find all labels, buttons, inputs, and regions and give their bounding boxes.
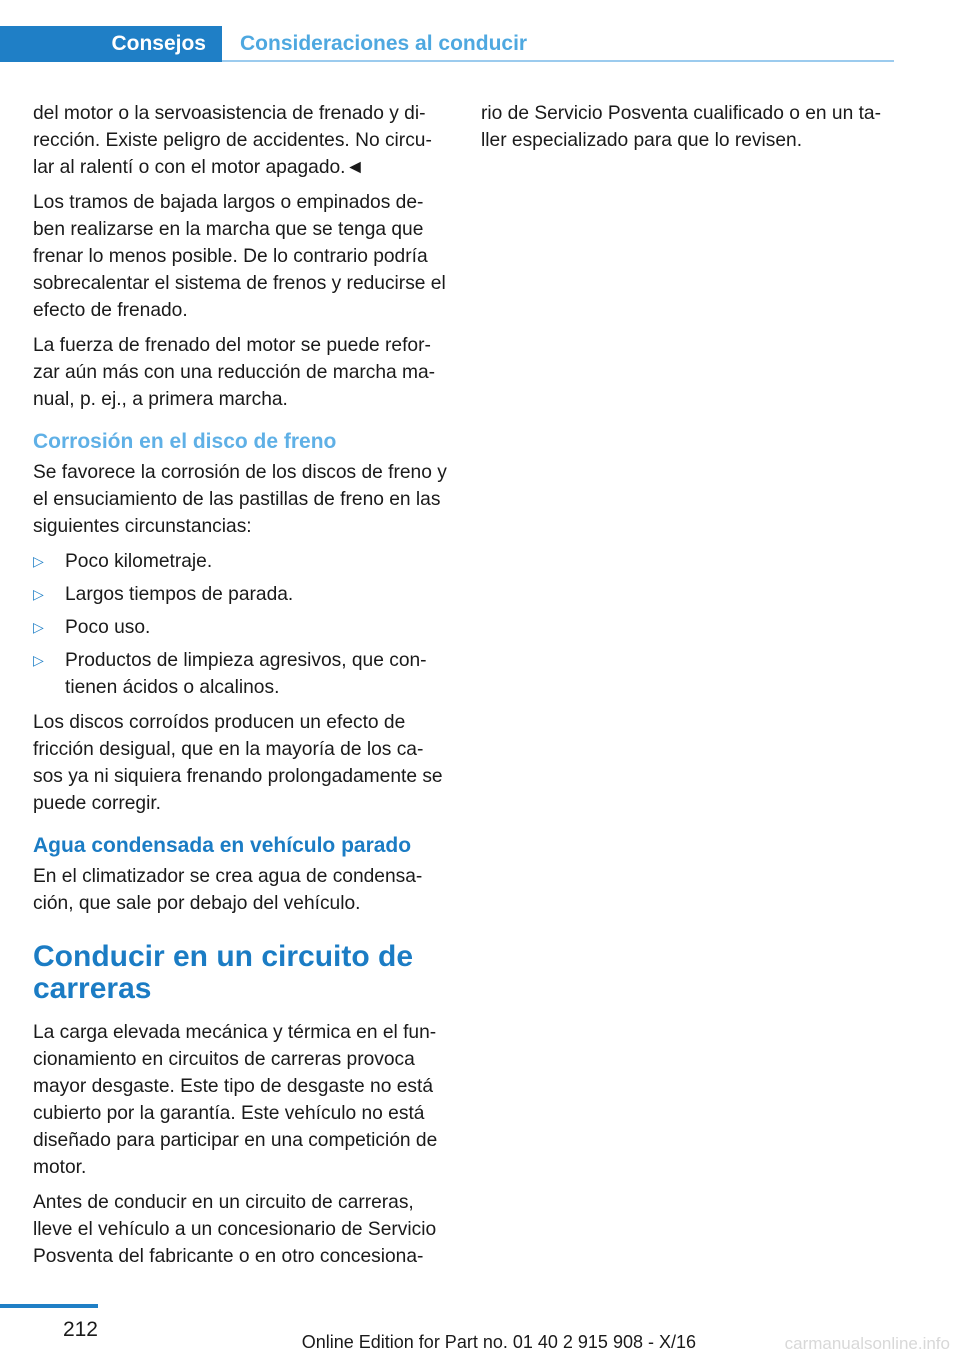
paragraph: La carga elevada mecánica y térmica en el fun‐cionamiento en circuitos de carreras provoca mayor desgaste. Este tipo de desgaste no está cubierto por la garantía. Este vehículo no está diseñado para participar en una competición de motor. (33, 1022, 438, 1178)
heading-condensed-water: Agua condensada en vehículo parado (33, 834, 412, 857)
paragraph: En el climatizador se crea agua de condensa‐ción, que sale por debajo del vehículo. (33, 866, 423, 914)
list-item-text: Poco uso. (65, 617, 151, 638)
triangle-bullet-icon: ▷ (33, 652, 44, 668)
heading-corrosion: Corrosión en el disco de freno (33, 430, 337, 453)
chapter-title: Consideraciones al conducir (240, 32, 528, 55)
page-number: 212 (62, 1318, 98, 1341)
triangle-bullet-icon: ▷ (33, 553, 44, 569)
heading-race-track: Conducir en un circuito de carreras (33, 940, 414, 1005)
paragraph: Antes de conducir en un circuito de carreras, lleve el vehículo a un concesionario de Servicio Posventa del fabricante o en otro concesiona‐ (33, 1192, 437, 1267)
list-item-text: Poco kilometraje. (65, 551, 213, 572)
watermark: carmanualsonline.info (784, 1334, 950, 1353)
bullet-list (33, 548, 447, 701)
list-item (33, 581, 447, 608)
list-item-text: Productos de limpieza agresivos, que con‐tienen ácidos o alcalinos. (65, 650, 427, 698)
paragraph: Los tramos de bajada largos o empinados de‐ben realizarse en la marcha que se tenga que frenar lo menos posible. De lo contrario podría sobrecalentar el sistema de frenos y reducirse el efecto de frenado. (33, 192, 446, 321)
list-item (33, 548, 447, 575)
paragraph: Se favorece la corrosión de los discos de freno y el ensuciamiento de las pastillas de freno en las siguientes circunstancias: (33, 462, 447, 537)
right-column (481, 100, 895, 162)
paragraph: Los discos corroídos producen un efecto de fricción desigual, que en la mayoría de los ca‐sos ya ni siquiera frenando prolongadamente se puede corregir. (33, 712, 443, 814)
list-item (33, 614, 447, 641)
paragraph: rio de Servicio Posventa cualificado o en un ta‐ller especializado para que lo revisen. (481, 103, 881, 151)
header-divider (222, 60, 894, 62)
footer-accent-bar (0, 1304, 98, 1308)
section-tab-consejos: Consejos (0, 26, 222, 62)
edition-note: Online Edition for Part no. 01 40 2 915 908 - X/16 (301, 1332, 696, 1352)
left-column (33, 100, 447, 1278)
triangle-bullet-icon: ▷ (33, 586, 44, 602)
paragraph: del motor o la servoasistencia de frenado y di‐rección. Existe peligro de accidentes. No circu‐lar al ralentí o con el motor apagado.◄ (33, 103, 432, 178)
list-item (33, 647, 447, 701)
paragraph: La fuerza de frenado del motor se puede refor‐zar aún más con una reducción de marcha ma‐nual, p. ej., a primera marcha. (33, 335, 436, 410)
page-header (0, 0, 960, 64)
list-item-text: Largos tiempos de parada. (65, 584, 294, 605)
triangle-bullet-icon: ▷ (33, 619, 44, 635)
